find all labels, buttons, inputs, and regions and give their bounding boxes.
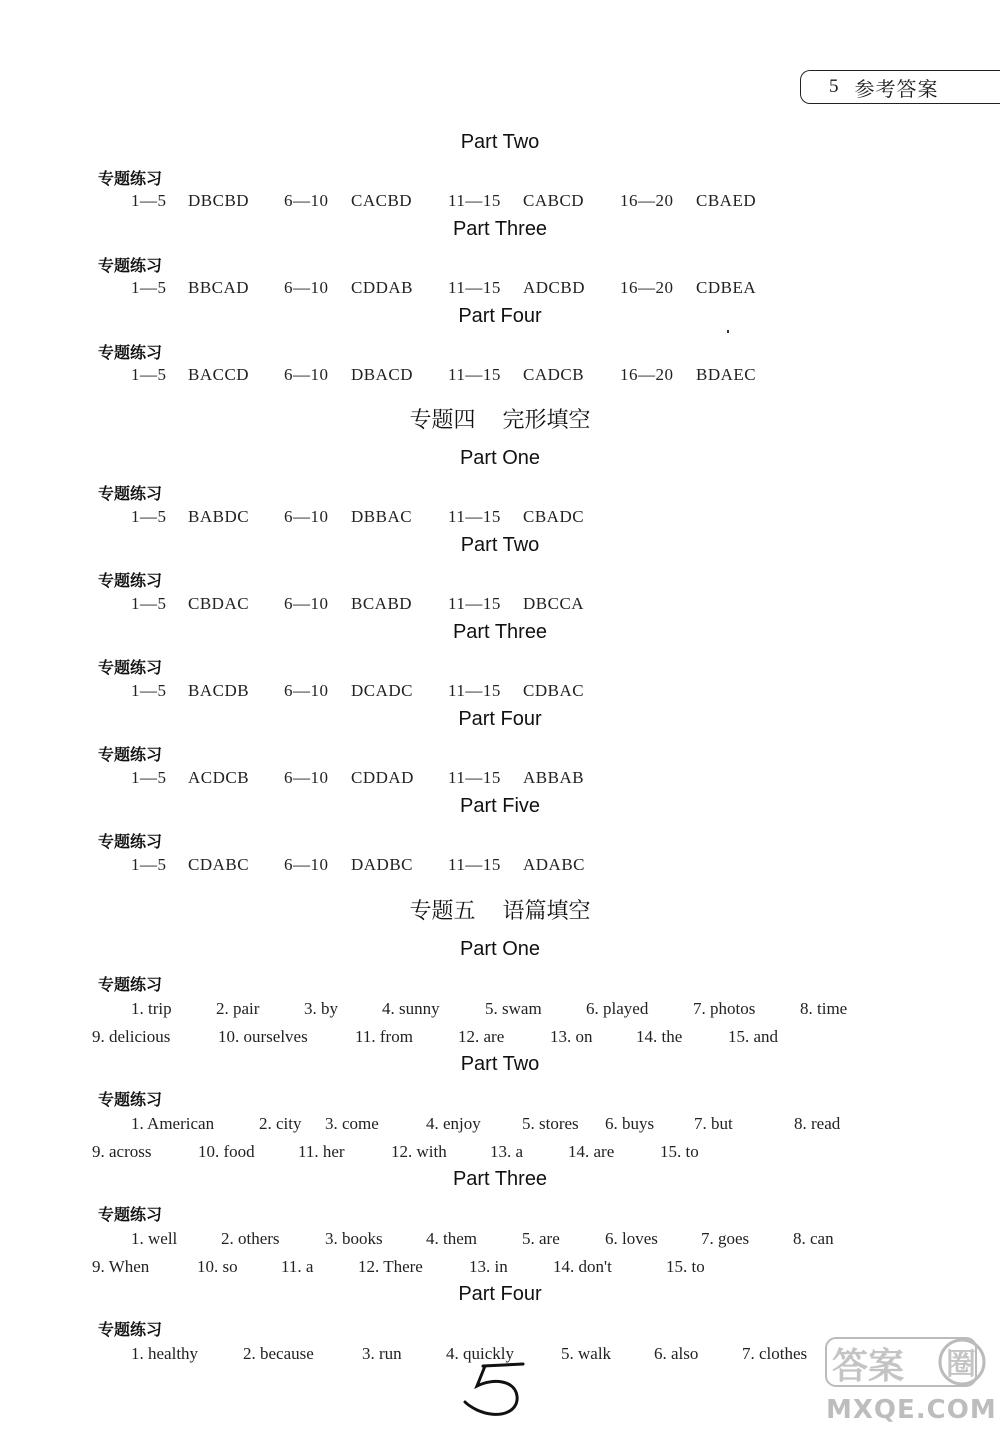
fill-answer: 12. are [458, 1027, 505, 1046]
question-range: 11—15 [448, 191, 501, 210]
fill-answer-row [0, 1114, 1000, 1138]
fill-answer: 13. on [550, 1027, 593, 1046]
fill-answer: 6. loves [605, 1229, 658, 1248]
answer-letters: CBAED [696, 191, 757, 210]
fill-answer: 13. in [469, 1257, 508, 1276]
part-heading: Part Three [452, 218, 548, 240]
fill-answer: 15. and [728, 1027, 779, 1046]
fill-answer: 7. goes [701, 1229, 750, 1248]
exercise-label: 专题练习 [98, 1205, 163, 1224]
answer-letters: BACCD [188, 365, 250, 384]
question-range: 1—5 [131, 768, 167, 787]
fill-answer-row [0, 999, 1000, 1023]
question-range: 16—20 [620, 278, 674, 297]
question-range: 6—10 [284, 594, 329, 613]
answer-letters: BCABD [351, 594, 413, 613]
exercise-label: 专题练习 [98, 169, 163, 188]
fill-answer: 8. time [800, 999, 848, 1018]
question-range: 6—10 [284, 768, 329, 787]
answer-letters: CACBD [351, 191, 413, 210]
fill-answer-row [0, 1229, 1000, 1253]
fill-answer: 2. city [259, 1114, 302, 1133]
fill-answer: 12. There [358, 1257, 423, 1276]
fill-answer: 13. a [490, 1142, 524, 1161]
answer-letters: DCADC [351, 681, 414, 700]
fill-answer: 5. swam [485, 999, 542, 1018]
answer-letters: DBCCA [523, 594, 585, 613]
exercise-label: 专题练习 [98, 484, 163, 503]
answer-letters: CBADC [523, 507, 585, 526]
exercise-label: 专题练习 [98, 1090, 163, 1109]
answer-letters: DADBC [351, 855, 414, 874]
question-range: 6—10 [284, 681, 329, 700]
part-heading: Part Three [452, 1168, 548, 1190]
answer-letters: BACDB [188, 681, 250, 700]
answer-letters: DBACD [351, 365, 414, 384]
exercise-label: 专题练习 [98, 658, 163, 677]
fill-answer: 2. others [221, 1229, 280, 1248]
answer-row [0, 507, 1000, 531]
part-heading: Part Five [459, 795, 541, 817]
answer-row [0, 365, 1000, 389]
answer-letters: BBCAD [188, 278, 250, 297]
part-heading: Part Two [460, 534, 540, 556]
part-heading: Part Four [458, 305, 542, 327]
question-range: 11—15 [448, 855, 501, 874]
question-range: 11—15 [448, 278, 501, 297]
question-range: 1—5 [131, 278, 167, 297]
page-header-tab [800, 70, 1000, 104]
fill-answer: 8. can [793, 1229, 834, 1248]
fill-answer: 1. trip [131, 999, 172, 1018]
fill-answer: 10. food [198, 1142, 255, 1161]
answer-letters: CDABC [188, 855, 250, 874]
answer-letters: CDBAC [523, 681, 585, 700]
header-title: 参考答案 [854, 76, 939, 101]
answer-letters: BDAEC [696, 365, 757, 384]
fill-answer: 9. When [92, 1257, 150, 1276]
answer-row [0, 768, 1000, 792]
fill-answer: 4. them [426, 1229, 477, 1248]
fill-answer: 14. the [636, 1027, 683, 1046]
fill-answer: 7. but [694, 1114, 733, 1133]
fill-answer: 15. to [666, 1257, 705, 1276]
fill-answer: 7. photos [693, 999, 756, 1018]
answer-letters: ADABC [523, 855, 586, 874]
fill-answer-row [0, 1257, 1000, 1281]
fill-answer: 4. sunny [382, 999, 440, 1018]
question-range: 1—5 [131, 365, 167, 384]
question-range: 11—15 [448, 594, 501, 613]
answer-row [0, 594, 1000, 618]
question-range: 11—15 [448, 681, 501, 700]
fill-answer: 5. are [522, 1229, 560, 1248]
question-range: 1—5 [131, 191, 167, 210]
fill-answer: 1. healthy [131, 1344, 199, 1363]
fill-answer: 3. run [362, 1344, 402, 1363]
svg-text:圈: 圈 [946, 1347, 976, 1382]
question-range: 16—20 [620, 191, 674, 210]
fill-answer: 3. by [304, 999, 338, 1018]
part-heading: Part One [459, 938, 541, 960]
fill-answer-row [0, 1027, 1000, 1051]
question-range: 11—15 [448, 507, 501, 526]
fill-answer: 14. are [568, 1142, 615, 1161]
question-range: 1—5 [131, 594, 167, 613]
question-range: 6—10 [284, 191, 329, 210]
answer-letters: BABDC [188, 507, 250, 526]
question-range: 6—10 [284, 278, 329, 297]
fill-answer: 6. also [654, 1344, 699, 1363]
question-range: 11—15 [448, 365, 501, 384]
fill-answer-row [0, 1142, 1000, 1166]
fill-answer: 10. ourselves [218, 1027, 308, 1046]
part-heading: Part Two [460, 131, 540, 153]
fill-answer: 4. enjoy [426, 1114, 481, 1133]
svg-text:答案: 答案 [832, 1346, 905, 1387]
fill-answer: 7. clothes [742, 1344, 808, 1363]
scan-speck [727, 330, 729, 333]
answer-letters: DBCBD [188, 191, 250, 210]
answer-row [0, 681, 1000, 705]
exercise-label: 专题练习 [98, 571, 163, 590]
fill-answer: 12. with [391, 1142, 447, 1161]
question-range: 1—5 [131, 681, 167, 700]
fill-answer: 2. because [243, 1344, 314, 1363]
exercise-label: 专题练习 [98, 343, 163, 362]
exercise-label: 专题练习 [98, 1320, 163, 1339]
part-heading: Part One [459, 447, 541, 469]
question-range: 1—5 [131, 507, 167, 526]
question-range: 6—10 [284, 855, 329, 874]
answer-letters: CABCD [523, 191, 585, 210]
part-heading: Part Four [458, 1283, 542, 1305]
fill-answer: 5. walk [561, 1344, 612, 1363]
fill-answer: 8. read [794, 1114, 841, 1133]
answer-letters: CDDAD [351, 768, 414, 787]
answer-letters: CDBEA [696, 278, 757, 297]
exercise-label: 专题练习 [98, 256, 163, 275]
part-heading: Part Four [458, 708, 542, 730]
answer-letters: ADCBD [523, 278, 586, 297]
answer-row [0, 191, 1000, 215]
svg-text:MXQE.COM: MXQE.COM [826, 1395, 997, 1425]
fill-answer: 11. a [281, 1257, 314, 1276]
exercise-label: 专题练习 [98, 745, 163, 764]
handwritten-page-number-5 [463, 1360, 543, 1422]
question-range: 1—5 [131, 855, 167, 874]
answer-letters: ABBAB [523, 768, 585, 787]
fill-answer: 3. books [325, 1229, 383, 1248]
exercise-label: 专题练习 [98, 975, 163, 994]
site-watermark-logo [822, 1330, 997, 1425]
exercise-label: 专题练习 [98, 832, 163, 851]
answer-letters: ACDCB [188, 768, 250, 787]
fill-answer: 15. to [660, 1142, 699, 1161]
question-range: 6—10 [284, 507, 329, 526]
fill-answer: 9. delicious [92, 1027, 171, 1046]
answer-row [0, 278, 1000, 302]
header-page-number: 5 [829, 76, 839, 97]
question-range: 11—15 [448, 768, 501, 787]
fill-answer: 6. buys [605, 1114, 655, 1133]
fill-answer: 6. played [586, 999, 649, 1018]
fill-answer: 4. quickly [446, 1344, 514, 1363]
fill-answer: 14. don't [553, 1257, 612, 1276]
fill-answer: 9. across [92, 1142, 152, 1161]
question-range: 16—20 [620, 365, 674, 384]
fill-answer: 10. so [197, 1257, 238, 1276]
answer-letters: DBBAC [351, 507, 413, 526]
section-title: 专题四 完形填空 [409, 408, 591, 433]
fill-answer: 1. well [131, 1229, 178, 1248]
answer-row [0, 855, 1000, 879]
fill-answer: 5. stores [522, 1114, 579, 1133]
fill-answer: 2. pair [216, 999, 260, 1018]
part-heading: Part Two [460, 1053, 540, 1075]
fill-answer: 11. from [355, 1027, 413, 1046]
answer-letters: CBDAC [188, 594, 250, 613]
fill-answer: 1. American [131, 1114, 215, 1133]
section-title: 专题五 语篇填空 [409, 899, 591, 924]
answer-letters: CADCB [523, 365, 585, 384]
answer-letters: CDDAB [351, 278, 414, 297]
fill-answer: 3. come [325, 1114, 379, 1133]
question-range: 6—10 [284, 365, 329, 384]
fill-answer: 11. her [298, 1142, 345, 1161]
part-heading: Part Three [452, 621, 548, 643]
